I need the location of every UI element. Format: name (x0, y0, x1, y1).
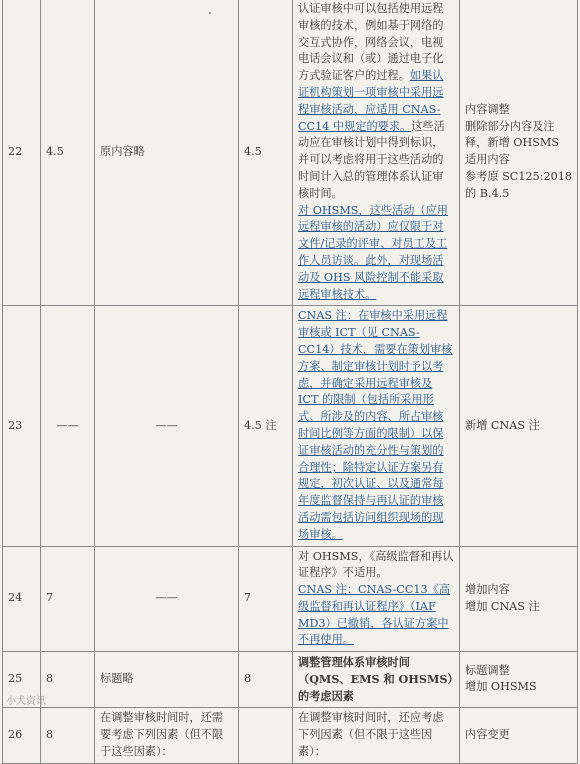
note-line: 内容变更 (465, 727, 510, 741)
old-clause: 4.5 (41, 0, 95, 306)
row-number: 24 (3, 546, 41, 652)
note-line: 增加 CNAS 注 (465, 599, 540, 613)
inserted-text: CNAS 注：在审核中采用远程审核或 ICT（见 CNAS-CC14）技术，需要在策划审核方案、制定审核计划时予以考虑，并确定采用远程审核及 ICT 的限制（包括所采用形式、所涉及的内容、所占审核时间比例等方面的限制）以保证审核活动的充分性与策划的合理性；除特定认证方案另有规定，初次认证、以及通常每年度监督保持与再认证的审核活动需包括访问组织现场的现场审核。 (298, 309, 453, 541)
inserted-text: 对 OHSMS，这些活动（应用远程审核的活动）应仅限于对文件/记录的评审、对员工及工作人员访谈。此外，对现场活动及 OHS 风险控制不能采取远程审核技术。 (298, 203, 448, 301)
old-content: —— (95, 546, 239, 652)
new-content (293, 707, 460, 763)
note-line: 增加内容 (465, 583, 510, 597)
old-content: 标题略 (95, 652, 239, 707)
old-clause: 8 (41, 652, 95, 707)
content-text: 认证审核中可以包括使用远程审核的技术，例如基于网络的交互式协作，网络会议，电视电话会议和（或）通过电子化方式验证客户的过程。 (298, 2, 444, 83)
row-number: 25 (3, 652, 41, 707)
inserted-text: 如果认证机构策划一项审核中采用远程审核活动，应适用 CNAS-CC14 中规定的要求。 (298, 69, 444, 133)
new-content (293, 0, 460, 306)
table-row (3, 306, 578, 546)
row-number: 22 (3, 0, 41, 306)
change-note (460, 707, 578, 763)
new-clause: 7 (239, 546, 293, 652)
new-content (293, 652, 460, 707)
note-line: 标题调整 (465, 663, 510, 677)
note-line: 删除部分内容及注释，新增 OHSMS 适用内容 (465, 119, 560, 167)
row-number: 26 (3, 707, 41, 763)
inserted-text: CNAS 注：CNAS-CC13《高级监督和再认证程序》（IAF MD3）已撤销，各认证方案中不再使用。 (298, 583, 451, 647)
comparison-table (2, 0, 578, 764)
old-content: —— (95, 306, 239, 546)
new-clause: 4.5 (239, 0, 293, 306)
new-clause: 4.5 注 (239, 306, 293, 546)
note-line: 增加 OHSMS (465, 680, 537, 694)
note-line: 内容调整 (465, 102, 510, 116)
watermark-text: 小犬资讯 (6, 696, 46, 707)
note-line: 新增 CNAS 注 (465, 418, 540, 432)
change-note (460, 546, 578, 652)
new-content (293, 546, 460, 652)
new-content (293, 306, 460, 546)
content-text: 这些活动应在审核计划中得到标识，并可以考虑将用于这些活动的时间计入总的管理体系认证审核时间。 (298, 119, 445, 200)
table-row (3, 0, 578, 306)
old-content: 原内容略 (95, 0, 239, 306)
content-text: 对 OHSMS，《高级监督和再认证程序》不适用。 (298, 549, 454, 580)
table-row (3, 652, 578, 707)
old-clause: 8 (41, 707, 95, 763)
content-text: 在调整审核时间时，还应考虑下列因素（但不限于这些因素）： (298, 710, 444, 758)
new-clause: 8 (239, 652, 293, 707)
old-clause: 7 (41, 546, 95, 652)
watermark (6, 692, 46, 707)
content-heading: 调整管理体系审核时间（QMS、EMS 和 OHSMS）的考虑因素 (298, 655, 453, 703)
old-clause: —— (41, 306, 95, 546)
row-number: 23 (3, 306, 41, 546)
note-line: 参考原 SC125:2018 的 B.4.5 (465, 169, 572, 200)
table-row (3, 546, 578, 652)
change-note (460, 652, 578, 707)
new-clause (239, 707, 293, 763)
change-note (460, 0, 578, 306)
old-content: 在调整审核时间时，还需要考虑下列因素（但不限于这些因素）： (95, 707, 239, 763)
table-row (3, 707, 578, 763)
change-note (460, 306, 578, 546)
